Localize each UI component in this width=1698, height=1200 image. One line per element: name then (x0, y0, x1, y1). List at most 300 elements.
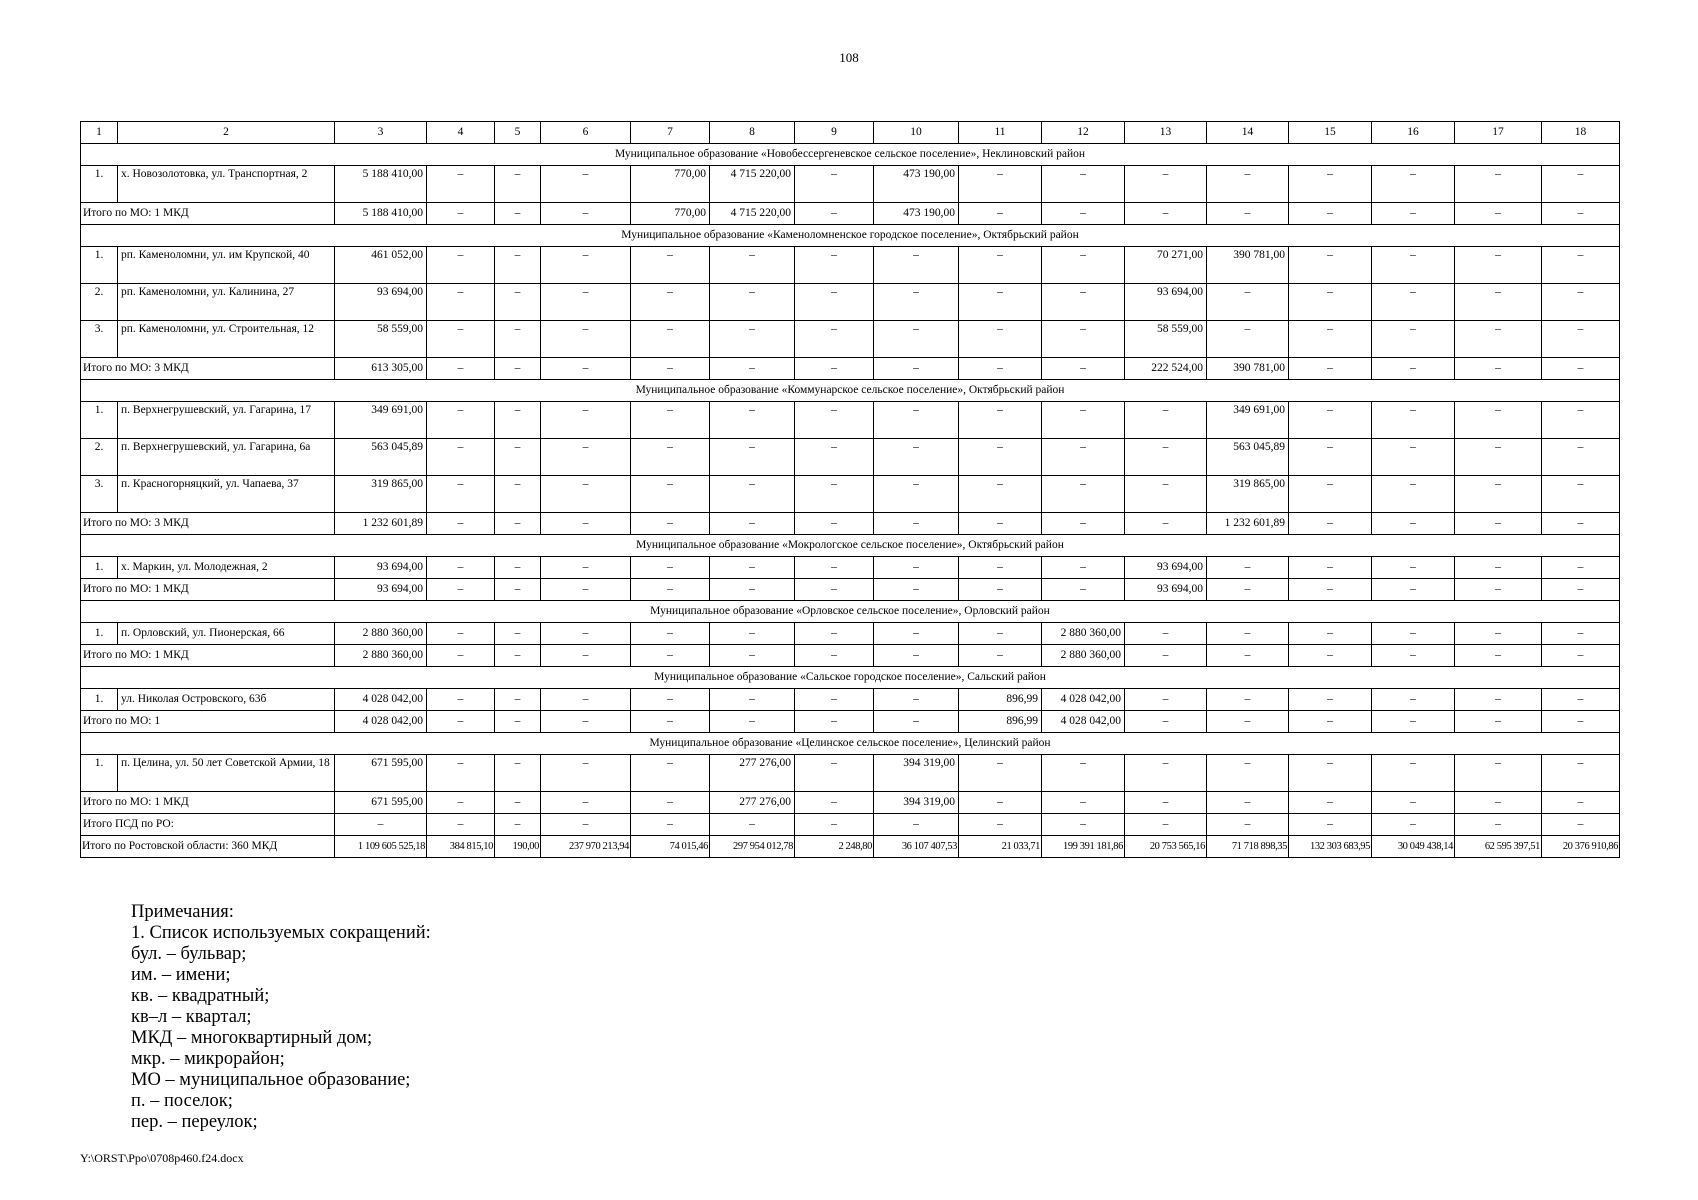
value-cell: – (710, 284, 795, 321)
value-cell: – (427, 166, 495, 203)
value-cell: – (427, 439, 495, 476)
value-cell: – (1455, 792, 1542, 814)
report-table (80, 121, 1620, 858)
value-cell: – (1372, 755, 1455, 792)
total-label-cell: Итого ПСД по РО: (81, 814, 335, 836)
subtotal-row (81, 792, 1620, 814)
value-cell: 671 595,00 (335, 755, 427, 792)
section-header-row (81, 601, 1620, 623)
value-cell: – (1289, 623, 1372, 645)
value-cell: – (1542, 711, 1620, 733)
value-cell: 1 232 601,89 (1207, 513, 1289, 535)
column-number-cell: 16 (1372, 122, 1455, 144)
value-cell: – (795, 358, 874, 380)
address-cell: п. Верхнегрушевский, ул. Гагарина, 17 (118, 402, 335, 439)
section-title-cell: Муниципальное образование «Каменоломненское городское поселение», Октябрьский район (81, 225, 1620, 247)
value-cell: – (710, 579, 795, 601)
value-cell: 4 028 042,00 (335, 689, 427, 711)
address-cell: п. Целина, ул. 50 лет Советской Армии, 18 (118, 755, 335, 792)
value-cell: – (1455, 247, 1542, 284)
value-cell: – (795, 476, 874, 513)
value-cell: 349 691,00 (335, 402, 427, 439)
value-cell: 93 694,00 (335, 557, 427, 579)
value-cell: – (710, 439, 795, 476)
column-number-cell: 6 (541, 122, 631, 144)
table-row (81, 284, 1620, 321)
value-cell: 770,00 (631, 166, 710, 203)
value-cell: – (631, 623, 710, 645)
value-cell: – (427, 476, 495, 513)
value-cell: – (1372, 623, 1455, 645)
value-cell: – (1042, 402, 1125, 439)
value-cell: – (710, 513, 795, 535)
value-cell: – (631, 284, 710, 321)
value-cell: 93 694,00 (335, 284, 427, 321)
value-cell: – (495, 513, 541, 535)
table-row (81, 247, 1620, 284)
value-cell: – (427, 711, 495, 733)
value-cell: – (1289, 402, 1372, 439)
value-cell: – (1542, 203, 1620, 225)
value-cell: – (710, 711, 795, 733)
value-cell: – (795, 711, 874, 733)
row-number-cell: 1. (81, 623, 118, 645)
value-cell: – (1125, 814, 1207, 836)
value-cell: – (1125, 792, 1207, 814)
value-cell: – (1455, 284, 1542, 321)
value-cell: 297 954 012,78 (710, 836, 795, 858)
value-cell: – (541, 439, 631, 476)
value-cell: – (1207, 755, 1289, 792)
note-line: 1. Список используемых сокращений: (131, 923, 431, 943)
value-cell: – (1455, 814, 1542, 836)
value-cell: – (495, 166, 541, 203)
value-cell: 132 303 683,95 (1289, 836, 1372, 858)
value-cell: – (1125, 203, 1207, 225)
value-cell: – (427, 755, 495, 792)
column-number-cell: 5 (495, 122, 541, 144)
value-cell: 563 045,89 (335, 439, 427, 476)
value-cell: – (541, 476, 631, 513)
value-cell: – (1042, 247, 1125, 284)
value-cell: – (1042, 321, 1125, 358)
value-cell: – (541, 623, 631, 645)
value-cell: 770,00 (631, 203, 710, 225)
value-cell: – (495, 321, 541, 358)
value-cell: 71 718 898,35 (1207, 836, 1289, 858)
value-cell: – (1042, 557, 1125, 579)
row-number-cell: 1. (81, 402, 118, 439)
value-cell: – (495, 792, 541, 814)
value-cell: – (1455, 402, 1542, 439)
value-cell: 93 694,00 (335, 579, 427, 601)
column-number-cell: 11 (959, 122, 1042, 144)
value-cell: – (1289, 247, 1372, 284)
column-number-cell: 15 (1289, 122, 1372, 144)
value-cell: 613 305,00 (335, 358, 427, 380)
value-cell: – (1455, 623, 1542, 645)
value-cell: – (1207, 645, 1289, 667)
column-number-cell: 10 (874, 122, 959, 144)
value-cell: – (795, 203, 874, 225)
notes-title: Примечания: (131, 902, 234, 922)
value-cell: 473 190,00 (874, 166, 959, 203)
value-cell: – (795, 579, 874, 601)
column-number-cell: 13 (1125, 122, 1207, 144)
value-cell: – (1372, 358, 1455, 380)
value-cell: – (1207, 814, 1289, 836)
value-cell: 5 188 410,00 (335, 166, 427, 203)
value-cell: – (1289, 755, 1372, 792)
value-cell: – (1207, 321, 1289, 358)
column-number-cell: 7 (631, 122, 710, 144)
value-cell: – (427, 557, 495, 579)
value-cell: 1 109 605 525,18 (335, 836, 427, 858)
value-cell: – (1125, 439, 1207, 476)
value-cell: 390 781,00 (1207, 358, 1289, 380)
value-cell: – (1042, 579, 1125, 601)
value-cell: – (1455, 476, 1542, 513)
value-cell: – (1207, 166, 1289, 203)
value-cell: – (541, 402, 631, 439)
value-cell: 473 190,00 (874, 203, 959, 225)
value-cell: – (874, 711, 959, 733)
value-cell: – (959, 814, 1042, 836)
value-cell: – (1372, 247, 1455, 284)
row-number-cell: 1. (81, 689, 118, 711)
value-cell: – (1372, 645, 1455, 667)
value-cell: 74 015,46 (631, 836, 710, 858)
value-cell: – (1542, 321, 1620, 358)
value-cell: – (795, 321, 874, 358)
value-cell: – (1289, 711, 1372, 733)
value-cell: – (495, 284, 541, 321)
value-cell: – (1542, 166, 1620, 203)
value-cell: – (541, 166, 631, 203)
value-cell: – (1207, 792, 1289, 814)
value-cell: – (1125, 623, 1207, 645)
address-cell: рп. Каменоломни, ул. им Крупской, 40 (118, 247, 335, 284)
address-cell: п. Красногорняцкий, ул. Чапаева, 37 (118, 476, 335, 513)
section-header-row (81, 667, 1620, 689)
value-cell: – (1455, 689, 1542, 711)
value-cell: – (1042, 284, 1125, 321)
value-cell: – (1289, 203, 1372, 225)
value-cell: – (1207, 203, 1289, 225)
value-cell: – (1125, 402, 1207, 439)
section-header-row (81, 733, 1620, 755)
subtotal-row (81, 579, 1620, 601)
value-cell: – (1289, 166, 1372, 203)
value-cell: – (1207, 623, 1289, 645)
value-cell: – (1542, 284, 1620, 321)
value-cell: – (1042, 513, 1125, 535)
value-cell: 20 753 565,16 (1125, 836, 1207, 858)
value-cell: 5 188 410,00 (335, 203, 427, 225)
value-cell: – (1542, 792, 1620, 814)
value-cell: – (874, 513, 959, 535)
value-cell: 190,00 (495, 836, 541, 858)
value-cell: – (874, 321, 959, 358)
value-cell: 563 045,89 (1207, 439, 1289, 476)
value-cell: – (495, 358, 541, 380)
value-cell: 20 376 910,86 (1542, 836, 1620, 858)
value-cell: – (1372, 321, 1455, 358)
value-cell: – (427, 814, 495, 836)
value-cell: – (427, 321, 495, 358)
value-cell: 4 028 042,00 (1042, 711, 1125, 733)
section-title-cell: Муниципальное образование «Новобессергеневское сельское поселение», Неклиновский район (81, 144, 1620, 166)
value-cell: – (631, 792, 710, 814)
value-cell: 2 880 360,00 (1042, 645, 1125, 667)
value-cell: – (631, 557, 710, 579)
value-cell: 222 524,00 (1125, 358, 1207, 380)
value-cell: 390 781,00 (1207, 247, 1289, 284)
value-cell: – (1125, 755, 1207, 792)
value-cell: – (631, 476, 710, 513)
value-cell: – (874, 476, 959, 513)
value-cell: – (541, 284, 631, 321)
table-row (81, 557, 1620, 579)
section-header-row (81, 225, 1620, 247)
value-cell: – (541, 203, 631, 225)
value-cell: – (795, 513, 874, 535)
total-label-cell: Итого по МО: 1 (81, 711, 335, 733)
value-cell: 1 232 601,89 (335, 513, 427, 535)
value-cell: – (795, 402, 874, 439)
table-row (81, 166, 1620, 203)
value-cell: – (1455, 557, 1542, 579)
report-table-wrapper (80, 121, 1619, 858)
total-label-cell: Итого по Ростовской области: 360 МКД (81, 836, 335, 858)
value-cell: – (1207, 689, 1289, 711)
value-cell: – (1455, 358, 1542, 380)
value-cell: – (795, 247, 874, 284)
total-label-cell: Итого по МО: 3 МКД (81, 513, 335, 535)
total-label-cell: Итого по МО: 1 МКД (81, 203, 335, 225)
row-number-cell: 2. (81, 284, 118, 321)
subtotal-row (81, 711, 1620, 733)
value-cell: – (1372, 711, 1455, 733)
value-cell: – (959, 247, 1042, 284)
value-cell: – (541, 689, 631, 711)
value-cell: – (1207, 711, 1289, 733)
value-cell: – (1372, 284, 1455, 321)
value-cell: – (959, 284, 1042, 321)
value-cell: – (631, 579, 710, 601)
total-label-cell: Итого по МО: 1 МКД (81, 792, 335, 814)
value-cell: – (495, 247, 541, 284)
value-cell: – (631, 645, 710, 667)
note-line: мкр. – микрорайон; (131, 1049, 285, 1069)
value-cell: – (1542, 755, 1620, 792)
value-cell: – (631, 402, 710, 439)
note-line: бул. – бульвар; (131, 944, 247, 964)
subtotal-row (81, 513, 1620, 535)
value-cell: – (1125, 711, 1207, 733)
value-cell: – (631, 755, 710, 792)
section-header-row (81, 535, 1620, 557)
page-number: 108 (839, 50, 859, 65)
value-cell: 4 715 220,00 (710, 166, 795, 203)
file-path: Y:\ORST\Ppo\0708p460.f24.docx (80, 1151, 244, 1165)
value-cell: – (631, 358, 710, 380)
column-number-cell: 12 (1042, 122, 1125, 144)
value-cell: – (874, 439, 959, 476)
value-cell: – (710, 623, 795, 645)
value-cell: – (874, 402, 959, 439)
value-cell: – (631, 321, 710, 358)
note-line: кв. – квадратный; (131, 986, 270, 1006)
value-cell: – (1542, 814, 1620, 836)
value-cell: 93 694,00 (1125, 579, 1207, 601)
value-cell: – (1289, 557, 1372, 579)
value-cell: – (795, 166, 874, 203)
value-cell: – (795, 439, 874, 476)
value-cell: – (1455, 645, 1542, 667)
value-cell: – (541, 711, 631, 733)
value-cell: – (541, 321, 631, 358)
row-number-cell: 2. (81, 439, 118, 476)
value-cell: 70 271,00 (1125, 247, 1207, 284)
column-number-cell: 8 (710, 122, 795, 144)
value-cell: 36 107 407,53 (874, 836, 959, 858)
value-cell: – (1042, 439, 1125, 476)
value-cell: – (874, 579, 959, 601)
table-row (81, 439, 1620, 476)
value-cell: – (1289, 321, 1372, 358)
table-row (81, 321, 1620, 358)
value-cell: – (541, 645, 631, 667)
value-cell: – (495, 579, 541, 601)
value-cell: – (541, 247, 631, 284)
row-number-cell: 1. (81, 557, 118, 579)
value-cell: – (795, 623, 874, 645)
note-line: кв–л – квартал; (131, 1007, 252, 1027)
value-cell: – (710, 402, 795, 439)
value-cell: 21 033,71 (959, 836, 1042, 858)
table-row (81, 402, 1620, 439)
value-cell: – (1289, 579, 1372, 601)
value-cell: – (959, 402, 1042, 439)
value-cell: – (541, 579, 631, 601)
section-title-cell: Муниципальное образование «Орловское сельское поселение», Орловский район (81, 601, 1620, 623)
value-cell: – (1542, 579, 1620, 601)
value-cell: – (710, 321, 795, 358)
value-cell: – (795, 755, 874, 792)
address-cell: рп. Каменоломни, ул. Строительная, 12 (118, 321, 335, 358)
value-cell: – (874, 284, 959, 321)
value-cell: – (495, 557, 541, 579)
value-cell: – (959, 755, 1042, 792)
value-cell: – (1042, 755, 1125, 792)
value-cell: 461 052,00 (335, 247, 427, 284)
column-number-cell: 9 (795, 122, 874, 144)
value-cell: – (495, 439, 541, 476)
value-cell: – (1289, 476, 1372, 513)
value-cell: 4 028 042,00 (335, 711, 427, 733)
value-cell: 199 391 181,86 (1042, 836, 1125, 858)
subtotal-row (81, 203, 1620, 225)
section-title-cell: Муниципальное образование «Целинское сельское поселение», Целинский район (81, 733, 1620, 755)
value-cell: – (959, 321, 1042, 358)
value-cell: 319 865,00 (1207, 476, 1289, 513)
section-header-row (81, 144, 1620, 166)
value-cell: – (874, 358, 959, 380)
value-cell: – (1542, 623, 1620, 645)
value-cell: – (959, 792, 1042, 814)
value-cell: – (710, 689, 795, 711)
value-cell: 93 694,00 (1125, 557, 1207, 579)
value-cell: – (1542, 645, 1620, 667)
value-cell: – (541, 792, 631, 814)
value-cell: – (1289, 513, 1372, 535)
notes-block (131, 902, 431, 1133)
value-cell: – (1042, 203, 1125, 225)
value-cell: – (427, 203, 495, 225)
subtotal-row (81, 645, 1620, 667)
value-cell: – (1372, 579, 1455, 601)
value-cell: – (959, 439, 1042, 476)
value-cell: 62 595 397,51 (1455, 836, 1542, 858)
value-cell: – (495, 711, 541, 733)
value-cell: – (427, 284, 495, 321)
value-cell: – (541, 358, 631, 380)
row-number-cell: 3. (81, 476, 118, 513)
column-number-cell: 3 (335, 122, 427, 144)
value-cell: 58 559,00 (335, 321, 427, 358)
value-cell: – (795, 792, 874, 814)
value-cell: – (959, 203, 1042, 225)
value-cell: – (1207, 579, 1289, 601)
value-cell: – (495, 755, 541, 792)
value-cell: – (795, 689, 874, 711)
value-cell: – (631, 439, 710, 476)
value-cell: – (1125, 645, 1207, 667)
value-cell: – (959, 579, 1042, 601)
value-cell: – (1125, 476, 1207, 513)
column-number-cell: 1 (81, 122, 118, 144)
value-cell: – (1207, 284, 1289, 321)
value-cell: – (631, 247, 710, 284)
value-cell: – (1372, 166, 1455, 203)
value-cell: – (1289, 284, 1372, 321)
value-cell: – (1289, 689, 1372, 711)
value-cell: – (1289, 358, 1372, 380)
value-cell: – (1372, 557, 1455, 579)
row-number-cell: 1. (81, 755, 118, 792)
value-cell: – (1372, 513, 1455, 535)
column-number-cell: 2 (118, 122, 335, 144)
column-number-cell: 14 (1207, 122, 1289, 144)
note-line: МО – муниципальное образование; (131, 1070, 411, 1090)
value-cell: – (427, 623, 495, 645)
value-cell: 2 880 360,00 (1042, 623, 1125, 645)
value-cell: – (1289, 439, 1372, 476)
value-cell: 30 049 438,14 (1372, 836, 1455, 858)
note-line: пер. – переулок; (131, 1112, 258, 1132)
value-cell: – (427, 645, 495, 667)
value-cell: – (1289, 792, 1372, 814)
value-cell: – (1372, 203, 1455, 225)
value-cell: 277 276,00 (710, 792, 795, 814)
value-cell: 2 880 360,00 (335, 623, 427, 645)
value-cell: – (710, 645, 795, 667)
value-cell: – (1542, 476, 1620, 513)
value-cell: – (541, 755, 631, 792)
section-title-cell: Муниципальное образование «Сальское городское поселение», Сальский район (81, 667, 1620, 689)
value-cell: – (1455, 321, 1542, 358)
